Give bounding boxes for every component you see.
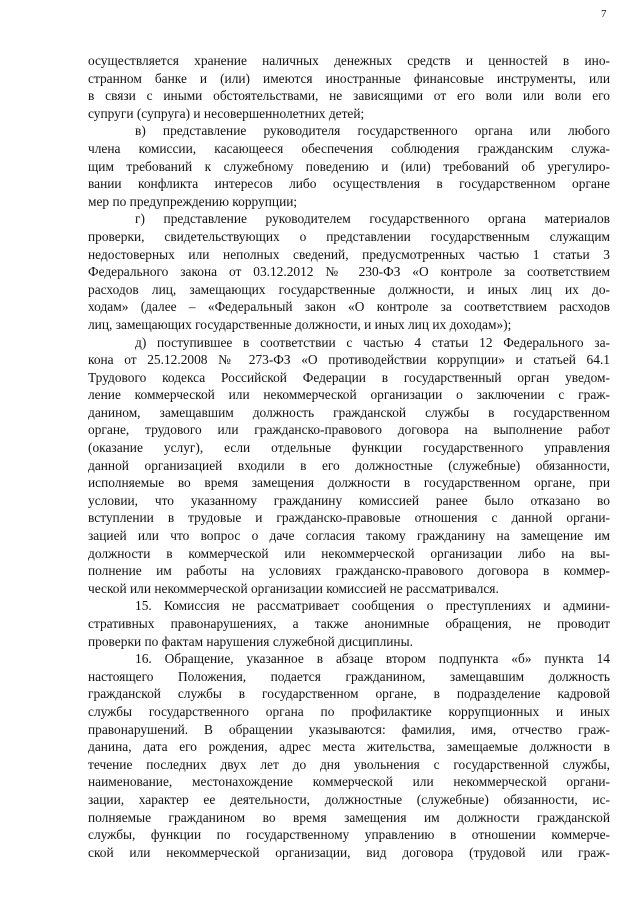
text-line: службы государственного органа по профилактике коррупционных и иных bbox=[88, 703, 610, 719]
text-line: проверки по фактам нарушения служебной дисциплины. bbox=[88, 633, 413, 649]
paragraph bbox=[88, 52, 610, 122]
text-line: данной организацией входили в его должностные (служебные) обязанности, bbox=[88, 457, 610, 473]
page-number: 7 bbox=[601, 8, 607, 20]
text-line: данином, замещавшим должность гражданской службы в государственном bbox=[88, 404, 610, 420]
text-line: ходам» (далее – «Федеральный закон «О контроле за соответствием расходов bbox=[88, 299, 610, 315]
text-line: ление коммерческой или некоммерческой организации о заключении с граж- bbox=[88, 387, 610, 403]
text-line: вступлении в трудовые и гражданско-правовые отношения с данной органи- bbox=[88, 510, 610, 526]
text-line: в связи с иными обстоятельствами, не зависящими от его воли или воли его bbox=[88, 88, 610, 104]
text-line: исполняемые во время замещения должности в государственном органе, при bbox=[88, 475, 610, 491]
text-line: 15. Комиссия не рассматривает сообщения о преступлениях и админи- bbox=[135, 598, 610, 614]
text-line: органе, трудового или гражданско-правового договора на выполнение работ bbox=[88, 422, 610, 438]
text-line: данина, дата его рождения, адрес места жительства, замещаемые должности в bbox=[88, 739, 610, 755]
text-line: ской или некоммерческой организации, вид договора (трудовой или граж- bbox=[88, 844, 610, 860]
text-line: полняемые гражданином во время замещения им должности гражданской bbox=[88, 809, 610, 825]
paragraph bbox=[88, 122, 610, 210]
text-line: мер по предупреждению коррупции; bbox=[88, 193, 298, 209]
text-line: наименование, местонахождение коммерческой или некоммерческой органи- bbox=[88, 774, 610, 790]
text-line: вании конфликта интересов либо осуществления в государственном органе bbox=[88, 176, 610, 192]
text-line: 16. Обращение, указанное в абзаце втором подпункта «б» пункта 14 bbox=[135, 651, 610, 667]
text-line: в) представление руководителя государственного органа или любого bbox=[135, 123, 610, 139]
text-line: течение последних двух лет до дня увольнения с государственной службы, bbox=[88, 756, 610, 772]
text-line: Трудового кодекса Российской Федерации в государственный орган уведом- bbox=[88, 369, 610, 385]
paragraph bbox=[88, 597, 610, 650]
paragraph bbox=[88, 650, 610, 861]
text-line: настоящего Положения, подается гражданином, замещавшим должность bbox=[88, 668, 610, 684]
text-line: службы, функции по государственному управлению в отношении коммерче- bbox=[88, 827, 610, 843]
text-line: кона от 25.12.2008 № 273-ФЗ «О противодействии коррупции» и статьей 64.1 bbox=[88, 352, 610, 368]
text-line: должности в коммерческой или некоммерческой организации либо на вы- bbox=[88, 545, 610, 561]
document-body bbox=[88, 52, 610, 861]
text-line: (оказание услуг), если отдельные функции государственного управления bbox=[88, 440, 610, 456]
text-line: Федерального закона от 03.12.2012 № 230-ФЗ «О контроле за соответствием bbox=[88, 264, 610, 280]
text-line: лиц, замещающих государственные должности, и иных лиц их доходам»); bbox=[88, 316, 512, 332]
text-line: правонарушений. В обращении указываются: фамилия, имя, отчество граж- bbox=[88, 721, 610, 737]
text-line: условии, что указанному гражданину комиссией ранее было отказано во bbox=[88, 492, 610, 508]
text-line: супруги (супруга) и несовершеннолетних детей; bbox=[88, 105, 365, 121]
text-line: д) поступившее в соответствии с частью 4 статьи 12 Федерального за- bbox=[135, 334, 610, 350]
paragraph bbox=[88, 210, 610, 333]
text-line: зации, характер ее деятельности, должностные (служебные) обязанности, ис- bbox=[88, 791, 610, 807]
text-line: недостоверных или неполных сведений, предусмотренных частью 1 статьи 3 bbox=[88, 246, 610, 262]
text-line: расходов лиц, замещающих государственные должности, и иных лиц их до- bbox=[88, 281, 610, 297]
text-line: г) представление руководителем государственного органа материалов bbox=[135, 211, 610, 227]
text-line: члена комиссии, касающееся обеспечения соблюдения гражданским служа- bbox=[88, 140, 610, 156]
text-line: гражданской службы в государственном органе, в подразделение кадровой bbox=[88, 686, 610, 702]
text-line: ческой или некоммерческой организации комиссией не рассматривался. bbox=[88, 580, 499, 596]
text-line: осуществляется хранение наличных денежных средств и ценностей в ино- bbox=[88, 53, 610, 68]
text-line: стративных правонарушениях, а также анонимные обращения, не проводит bbox=[88, 616, 610, 631]
text-line: щим требований к служебному поведению и (или) требований об урегулиро- bbox=[88, 158, 610, 174]
text-line: проверки, свидетельствующих о представлении государственным служащим bbox=[88, 228, 610, 244]
text-line: странном банке и (или) имеются иностранные финансовые инструменты, или bbox=[88, 70, 610, 86]
text-line: зацией или что вопрос о даче согласия такому гражданину на замещение им bbox=[88, 528, 610, 544]
paragraph bbox=[88, 334, 610, 598]
text-line: полнение им работы на условиях гражданско-правового договора в коммер- bbox=[88, 563, 610, 579]
